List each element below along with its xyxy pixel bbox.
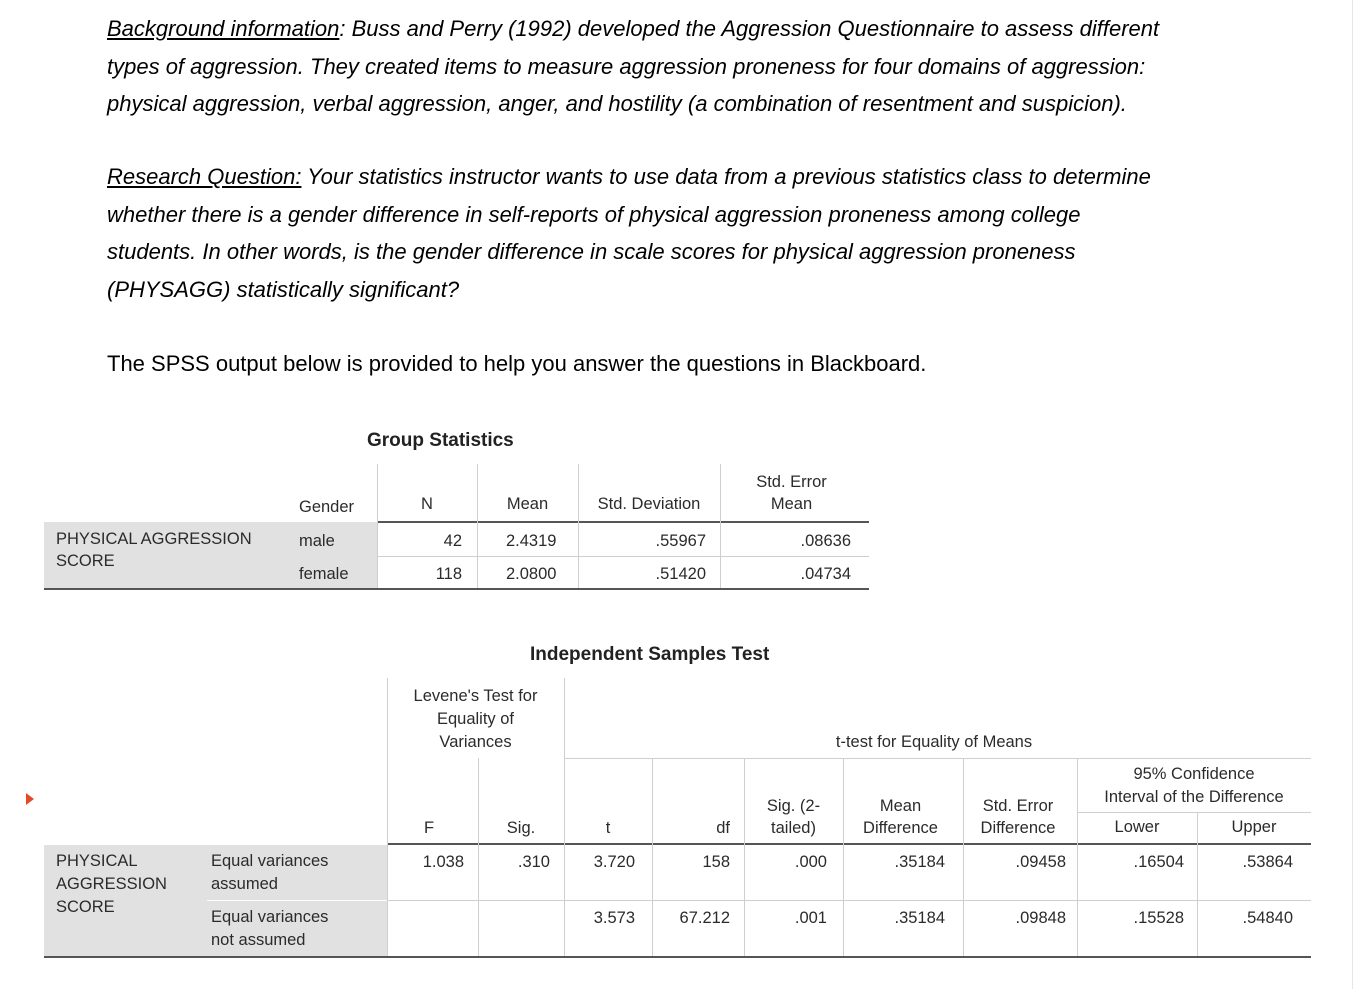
background-line-2: types of aggression. They created items to measure aggression proneness for four domains of aggression: <box>107 53 1146 79</box>
research-label: Research Question: <box>107 164 302 189</box>
ci-header-2: Interval of the Difference <box>1104 788 1284 806</box>
col-header-t: t <box>605 819 611 837</box>
levene-header-2: Equality of <box>436 710 515 728</box>
levene-header-3: Variances <box>439 733 512 751</box>
cell-n: 118 <box>435 565 462 583</box>
col-header-mean-diff-2: Difference <box>863 819 938 837</box>
instruction-paragraph: The SPSS output below is provided to help you answer the questions in Blackboard. <box>107 351 927 376</box>
ind-test-variable-label-1: PHYSICAL <box>56 852 138 870</box>
ind-test-bottom-rule <box>44 956 1311 958</box>
ind-test-variable-label-2: AGGRESSION <box>56 875 167 893</box>
levene-header-1: Levene's Test for <box>413 687 538 705</box>
group-stats-header-rule <box>377 521 869 523</box>
cell-f: 1.038 <box>422 853 464 871</box>
col-header-mean: Mean <box>506 495 549 513</box>
cell-sd: .51420 <box>655 565 706 583</box>
research-line-3: students. In other words, is the gender difference in scale scores for physical aggression proneness <box>107 239 1076 264</box>
col-header-se-diff-1: Std. Error <box>982 797 1054 815</box>
cell-mean: 2.0800 <box>506 565 557 583</box>
col-header-sig2-1: Sig. (2- <box>766 797 821 815</box>
cell-se: .04734 <box>800 565 851 583</box>
ind-test-row-rule <box>387 900 1311 901</box>
col-header-mean-diff-1: Mean <box>879 797 922 815</box>
group-stats-row-rule <box>377 556 869 557</box>
research-line-1: Research Question: Your statistics instructor wants to use data from a previous statistics class to determine <box>107 164 1151 189</box>
col-header-lower: Lower <box>1114 818 1160 836</box>
page-edge-rule <box>1352 0 1353 989</box>
group-stats-variable-label-1: PHYSICAL AGGRESSION <box>56 530 252 548</box>
cell-sd: .55967 <box>655 532 706 550</box>
research-line-4: (PHYSAGG) statistically significant? <box>107 276 460 302</box>
background-label: Background information <box>107 16 340 41</box>
cell-sig: .310 <box>517 853 550 871</box>
col-header-std-deviation: Std. Deviation <box>597 495 701 513</box>
col-header-n: N <box>421 495 433 513</box>
group-stats-variable-label-2: SCORE <box>56 552 115 570</box>
col-header-gender: Gender <box>299 498 355 516</box>
col-header-df: df <box>716 819 730 837</box>
cell-mean: 2.4319 <box>506 532 557 550</box>
background-line-1: Background information: Buss and Perry (1992) developed the Aggression Questionnaire to assess different <box>107 16 1160 41</box>
cell-t: 3.720 <box>593 853 635 871</box>
cell-df: 67.212 <box>679 909 730 927</box>
cell-se-diff: .09848 <box>1015 909 1066 927</box>
col-header-f: F <box>423 819 435 837</box>
cell-upper: .54840 <box>1242 909 1293 927</box>
cell-df: 158 <box>702 853 730 871</box>
background-paragraph <box>107 10 1307 123</box>
col-header-sig: Sig. <box>506 819 536 837</box>
col-header-std-error-1: Std. Error <box>756 473 827 491</box>
group-statistics-title: Group Statistics <box>367 430 514 451</box>
research-line-2: whether there is a gender difference in self-reports of physical aggression proneness among college <box>107 201 1081 227</box>
col-header-sig2-2: tailed) <box>771 819 816 837</box>
cell-lower: .16504 <box>1133 853 1184 871</box>
cell-mean-diff: .35184 <box>894 909 945 927</box>
cell-t: 3.573 <box>593 909 635 927</box>
col-header-upper: Upper <box>1231 818 1277 836</box>
ind-test-header-rule <box>387 843 1311 845</box>
col-header-std-error-2: Mean <box>770 495 813 513</box>
cell-se-diff: .09458 <box>1015 853 1066 871</box>
research-question-paragraph <box>107 158 1307 308</box>
background-line-3: physical aggression, verbal aggression, anger, and hostility (a combination of resentment and suspicion). <box>107 91 1127 116</box>
group-stats-bottom-rule <box>44 588 869 590</box>
cell-sig2: .000 <box>794 853 827 871</box>
row-marker-arrow-icon <box>26 793 34 805</box>
row-label-2: assumed <box>211 875 278 893</box>
group-label: female <box>299 565 349 583</box>
ttest-header: t-test for Equality of Means <box>835 733 1033 751</box>
cell-se: .08636 <box>800 532 851 550</box>
independent-samples-test-title: Independent Samples Test <box>530 644 770 665</box>
ind-test-variable-label-3: SCORE <box>56 898 115 916</box>
cell-upper: .53864 <box>1242 853 1293 871</box>
group-label: male <box>299 532 335 550</box>
col-header-se-diff-2: Difference <box>980 819 1056 837</box>
cell-n: 42 <box>443 532 462 550</box>
cell-sig2: .001 <box>794 909 827 927</box>
row-label-1: Equal variances <box>211 908 329 926</box>
row-label-1: Equal variances <box>211 852 329 870</box>
cell-mean-diff: .35184 <box>894 853 945 871</box>
cell-lower: .15528 <box>1133 909 1184 927</box>
ci-header-1: 95% Confidence <box>1133 765 1255 783</box>
row-label-2: not assumed <box>211 931 306 949</box>
